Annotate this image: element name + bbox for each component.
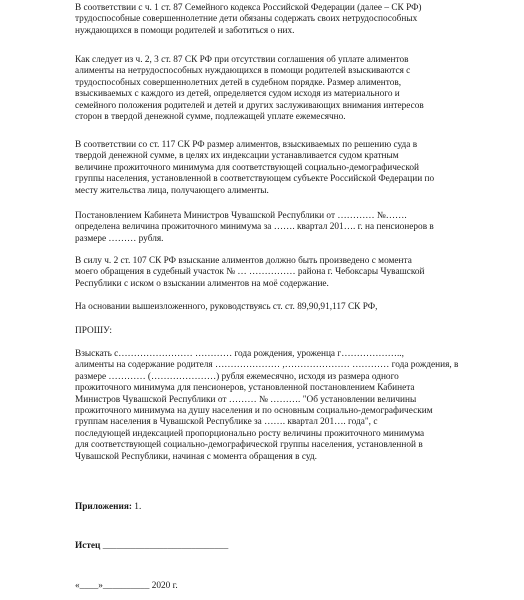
text-line: размере ………… (…………………) рубля ежемесячно, исходя из размера одного <box>75 371 399 382</box>
text-line: Взыскать с…………………… ………… года рождения, уроженца г……………….., <box>75 349 404 359</box>
text-line: алименты на нетрудоспособных нуждающихся в помощи родителей взыскиваются с <box>75 66 411 77</box>
text-line: На основании вышеизложенного, руководствуясь ст. ст. 89,90,91,117 СК РФ, <box>75 302 378 312</box>
text-line: моего обращения в судебный участок № … …………… района г. Чебоксары Чувашской <box>75 267 425 278</box>
signature-line <box>75 541 495 552</box>
text-line: В силу ч. 2 ст. 107 СК РФ взыскание алиментов должно быть произведено с момента <box>75 256 412 266</box>
paragraph-basis <box>75 302 495 313</box>
text-line: месту жительства лица, получающего алименты. <box>75 185 269 196</box>
text-line: В соответствии со ст. 117 СК РФ размер алиментов, взыскиваемых по решению суда в <box>75 140 418 150</box>
text-line: Как следует из ч. 2, 3 ст. 87 СК РФ при отсутствии соглашения об уплате алиментов <box>75 55 409 65</box>
paragraph-art87-parts2-3 <box>75 55 495 123</box>
paragraph-resolution <box>75 211 495 245</box>
text-line: алименты на содержание родителя ………………… ,………………… ………… года рождения, в <box>75 360 459 371</box>
paragraph-request <box>75 349 495 463</box>
text-line: прожиточного минимума на душу населения и по основным социально-демографическим <box>75 406 433 417</box>
text-line: последующей индексацией пропорционально росту величины прожиточного минимума <box>75 428 425 439</box>
text-line: сторон в твердой денежной сумме, подлежащей уплате ежемесячно. <box>75 112 346 123</box>
signature-blank: ___________________________ <box>100 541 229 551</box>
request-heading <box>75 326 495 337</box>
text-line: трудоспособных совершеннолетних детей в судебном порядке. Размер алиментов, <box>75 77 402 88</box>
text-line: трудоспособные совершеннолетние дети обязаны содержать своих нетрудоспособных <box>75 14 418 25</box>
text-line: твердой денежной сумме, в целях их индексации устанавливается судом кратным <box>75 151 399 162</box>
text-line: В соответствии с ч. 1 ст. 87 Семейного кодекса Российской Федерации (далее – СК РФ) <box>75 3 422 13</box>
appendix-label: Приложения: <box>75 502 132 512</box>
text-line: прожиточного минимума для пенсионеров, установленной постановлением Кабинета <box>75 383 415 394</box>
text-line: размере ……… рубля. <box>75 233 164 244</box>
text-line: для соответствующей социально-демографической группы населения, установленной в <box>75 440 423 451</box>
text-line: Министров Чувашской Республики от ……… № ………. "Об установлении величины <box>75 394 417 405</box>
text-line: определена величина прожиточного минимума за ……. квартал 201…. г. на пенсионеров в <box>75 222 434 233</box>
appendix-line <box>75 502 495 513</box>
text-line: взыскиваемых с каждого из детей, определяется судом исходя из материального и <box>75 89 400 100</box>
paragraph-art117 <box>75 140 495 197</box>
text-line: величине прожиточного минимума для соответствующей социально-демографической <box>75 162 420 173</box>
text-line: нуждающихся в помощи родителей и заботиться о них. <box>75 25 295 36</box>
paragraph-art107 <box>75 256 495 290</box>
text-line: Республики с иском о взыскании алиментов на моё содержание. <box>75 278 329 289</box>
signature-label: Истец <box>75 541 101 551</box>
text-line: Чувашской Республики, начиная с момента обращения в суд. <box>75 451 317 462</box>
text-line: группам населения в Чувашской Республике за ……. квартал 201…. года", с <box>75 417 378 428</box>
text-line: Постановлением Кабинета Министров Чувашской Республики от ………… №……. <box>75 211 407 221</box>
date-line <box>75 581 495 592</box>
heading-text: ПРОШУ: <box>75 326 112 336</box>
text-line: группы населения, установленной в соответствующем субъекте Российской Федерации по <box>75 174 435 185</box>
paragraph-art87-part1 <box>75 3 495 37</box>
date-text: «____»__________ 2020 г. <box>75 581 178 591</box>
appendix-value: 1. <box>131 502 142 512</box>
text-line: семейного положения родителей и детей и других заслуживающих внимания интересов <box>75 100 424 111</box>
